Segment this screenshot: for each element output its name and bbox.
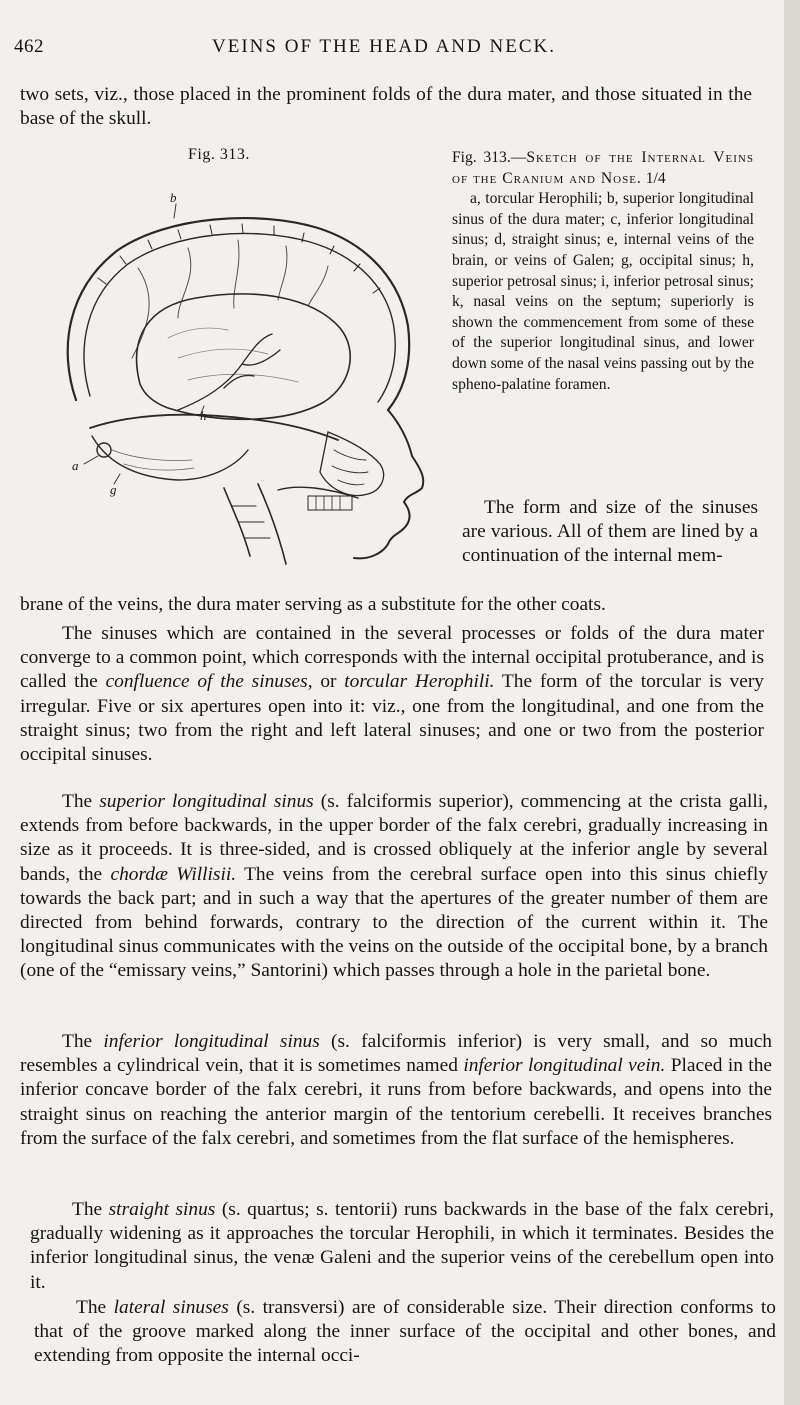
- neck-column: [224, 484, 286, 564]
- sinuses-form-right-column: The form and size of the sinuses are various. All of them are lined by a continuation of the internal mem-: [462, 497, 758, 567]
- confluence-text-c: The form of the torcular is very irregular. Five or six apertures open into it: viz., one from the longitudinal, and one from the straight sinus; two from the right and left lateral sinuses; and one or two from the posterior occipital sinuses.: [20, 671, 764, 766]
- cerebellum: [92, 436, 248, 480]
- page-edge: [784, 0, 800, 1405]
- lateral-text-b: (s. transversi) are of considerable size. Their direction conforms to that of the groove marked along the inner surface of the occipital and other bones, and extending from opposite the internal occi-: [34, 1297, 776, 1367]
- figure-caption: [452, 148, 754, 395]
- inferior-sinus-paragraph: [20, 1030, 772, 1151]
- inferior-text-c: Placed in the inferior concave border of the falx cerebri, it runs from before backwards, and opens into the straight sinus on reaching the anterior margin of the tentorium cerebelli. It receives branches from the surface of the falx cerebri, and sometimes from the flat surface of the hemispheres.: [20, 1055, 772, 1149]
- caption-body: a, torcular Herophili; b, superior longitudinal sinus of the dura mater; c, inferior longitudinal sinus; d, straight sinus; e, internal veins of the brain, or veins of Galen; g, occipital sinus; h, superior petrosal sinus; i, inferior petrosal sinus; k, nasal veins on the septum; superiorly is shown the commencement from some of these of the superior longitudinal sinus, and lower down some of the nasal veins passing out by the spheno-palatine foramen.: [452, 190, 754, 393]
- page-number: 462: [14, 36, 44, 57]
- sinuses-form-continuation: brane of the veins, the dura mater serving as a substitute for the other coats.: [20, 594, 606, 615]
- inferior-sinus-term: inferior longitudinal sinus: [103, 1031, 320, 1052]
- straight-sinus-paragraph: [30, 1198, 774, 1295]
- confluence-paragraph: [20, 622, 764, 767]
- superior-text-a: The: [62, 791, 100, 812]
- caption-scale: 1/4: [645, 169, 666, 187]
- torcular-term: torcular Herophili.: [344, 671, 495, 693]
- superior-text-b: (s. falciformis superior), commencing at the crista galli, extends from before backwards, in the upper border of the falx cerebri, gradually increasing in size as it proceeds. It is three-sided, and is crossed obliquely at the inferior angle by several bands, the: [20, 791, 769, 885]
- lateral-sinus-term: lateral sinuses: [113, 1297, 229, 1318]
- lateral-text-a: The: [76, 1297, 114, 1318]
- straight-sinus-term: straight sinus: [108, 1199, 216, 1220]
- straight-text-b: (s. quartus; s. tentorii) runs backwards in the base of the falx cerebri, gradually widening as it approaches the torcular Herophili, in which it terminates. Besides the inferior longitudinal sinus, the venæ Galeni and the superior veins of the cerebellum open into it.: [30, 1199, 774, 1293]
- figure-letter-g: g: [110, 482, 117, 497]
- torcular-herophili: [97, 443, 111, 457]
- caption-title: [452, 148, 754, 189]
- head-section-illustration: [28, 188, 446, 568]
- superior-text-c: The veins from the cerebral surface open into this sinus chiefly towards the back part; and in such a way that the apertures of the greater number of them are directed from behind forwards, contrary to the direction of the current within it. The longitudinal sinus communicates with the veins on the outside of the occipital bone, by a branch (one of the “emissary veins,” Santorini) which passes through a hole in the parietal bone.: [20, 863, 768, 982]
- cerebral-hemisphere: [137, 294, 351, 419]
- teeth: [308, 496, 352, 510]
- running-header: [14, 36, 754, 66]
- confluence-term: confluence of the sinuses: [105, 671, 308, 693]
- inferior-vein-term: inferior longitudinal vein.: [463, 1055, 666, 1077]
- intro-paragraph: two sets, viz., those placed in the prominent folds of the dura mater, and those situated in the base of the skull.: [20, 84, 752, 130]
- figure-letter-h: h: [200, 408, 207, 423]
- confluence-text-b: , or: [307, 671, 345, 693]
- figure-letter-b: b: [170, 190, 177, 205]
- superior-sinus-term: superior longitudinal sinus: [99, 791, 314, 812]
- superior-sinus-paragraph: [20, 790, 768, 984]
- inferior-text-b: (s. falciformis inferior) is very small, and so much resembles a cylindrical vein, that it is sometimes named: [20, 1031, 773, 1077]
- confluence-text-a: The sinuses which are contained in the several processes or folds of the dura mater converge to a common point, which corresponds with the internal occipital protuberance, and is called the: [20, 623, 764, 693]
- caption-title-prefix: Fig. 313.—: [452, 149, 527, 166]
- figure-letter-a: a: [72, 458, 79, 473]
- inferior-text-a: The: [62, 1031, 104, 1052]
- straight-text-a: The: [72, 1199, 109, 1220]
- figure-label: Fig. 313.: [188, 146, 250, 163]
- veins-of-galen: [178, 334, 280, 410]
- lateral-sinus-paragraph: [34, 1296, 776, 1369]
- caption-title-text: Sketch of the Internal Veins of the Cranium and Nose.: [452, 149, 754, 187]
- running-title: VEINS OF THE HEAD AND NECK.: [212, 36, 556, 57]
- nasal-cavity: [320, 432, 384, 496]
- chordae-willisii-term: chordæ Willisii.: [110, 863, 237, 885]
